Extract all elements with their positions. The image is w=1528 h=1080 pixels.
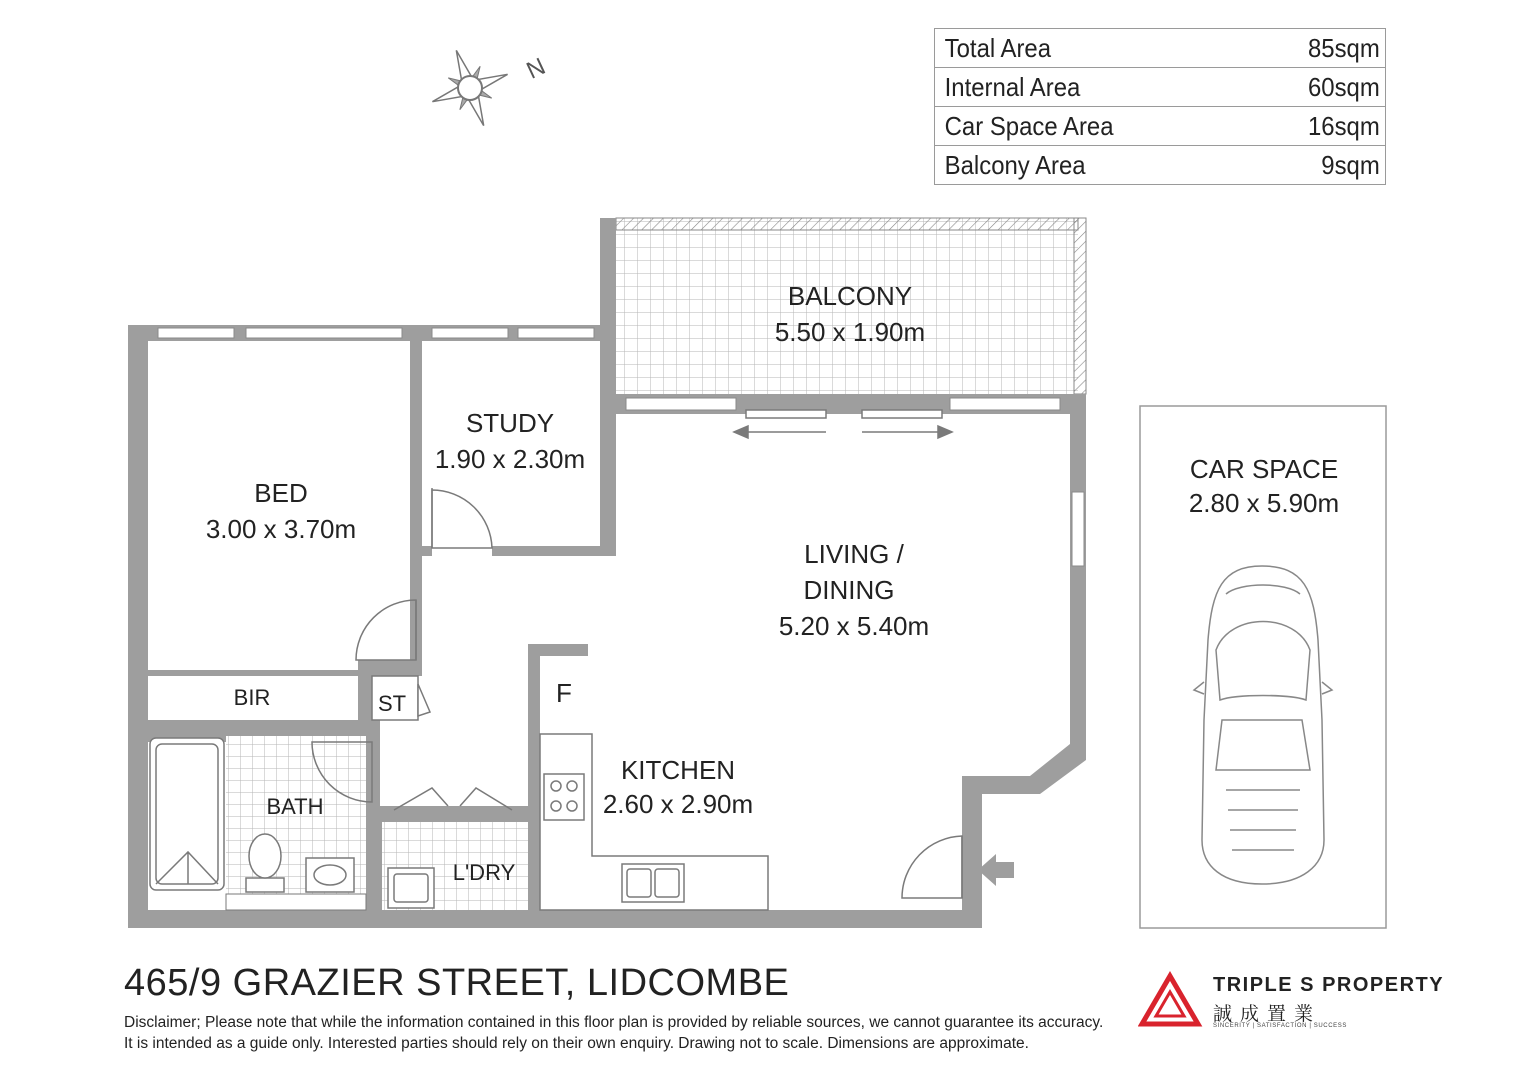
area-value: 60sqm bbox=[1252, 68, 1385, 107]
property-address: 465/9 GRAZIER STREET, LIDCOMBE bbox=[124, 962, 790, 1004]
kitchen-size: 2.60 x 2.90m bbox=[602, 789, 754, 819]
kitchen-name: KITCHEN bbox=[620, 755, 736, 785]
entry-arrow-icon bbox=[978, 854, 1014, 886]
living-name-2: DINING bbox=[803, 575, 895, 605]
sliding-door bbox=[734, 410, 952, 438]
area-table bbox=[934, 28, 1386, 185]
brand-name: TRIPLE S PROPERTY bbox=[1213, 974, 1445, 996]
area-value: 85sqm bbox=[1252, 29, 1385, 68]
area-row bbox=[935, 146, 1386, 185]
car-space-size: 2.80 x 5.90m bbox=[1188, 488, 1340, 518]
disclaimer bbox=[124, 1012, 1134, 1054]
balcony-name: BALCONY bbox=[787, 281, 913, 311]
study-name: STUDY bbox=[465, 408, 555, 438]
bed-name: BED bbox=[254, 478, 308, 508]
laundry-label: L'DRY bbox=[452, 860, 516, 885]
area-row bbox=[935, 68, 1386, 107]
area-label: Internal Area bbox=[935, 68, 1217, 107]
toilet-icon bbox=[246, 834, 284, 892]
balcony-balustrade bbox=[1074, 218, 1086, 394]
triangle-logo-icon bbox=[1142, 976, 1198, 1024]
fridge-label: F bbox=[556, 678, 572, 708]
brand-name-chinese: 誠成置業 bbox=[1213, 1003, 1322, 1025]
area-row bbox=[935, 107, 1386, 146]
living-size: 5.20 x 5.40m bbox=[778, 611, 930, 641]
bed-size: 3.00 x 3.70m bbox=[205, 514, 357, 544]
area-label: Balcony Area bbox=[944, 149, 1086, 180]
bir-label: BIR bbox=[233, 685, 271, 710]
laundry-tub-icon bbox=[388, 868, 434, 908]
area-value: 16sqm bbox=[1252, 107, 1385, 146]
disclaimer-line-1: Disclaimer; Please note that while the information contained in this floor plan is provided by reliable sources, we cannot guarantee its accuracy. bbox=[124, 1014, 1104, 1031]
st-label: ST bbox=[377, 691, 407, 716]
area-row bbox=[935, 29, 1386, 68]
area-label: Total Area bbox=[935, 29, 1217, 68]
cooktop-icon bbox=[544, 774, 584, 820]
living-name-1: LIVING / bbox=[804, 539, 904, 569]
bath-label: BATH bbox=[266, 794, 324, 819]
basin-icon bbox=[306, 858, 354, 892]
area-label: Car Space Area bbox=[935, 107, 1217, 146]
disclaimer-line-2: It is intended as a guide only. Interested parties should rely on their own enquiry. Drawing not to scale. Dimensions are approximate. bbox=[124, 1035, 1029, 1052]
bathtub-icon bbox=[150, 738, 224, 890]
area-value: 9sqm bbox=[1321, 149, 1380, 180]
compass-rose-icon bbox=[430, 48, 509, 127]
balcony-size: 5.50 x 1.90m bbox=[774, 317, 926, 347]
north-label: N bbox=[522, 52, 550, 85]
car-space-name: CAR SPACE bbox=[1189, 454, 1339, 484]
study-size: 1.90 x 2.30m bbox=[434, 444, 586, 474]
brand-tagline: SINCERITY | SATISFACTION | SUCCESS bbox=[1213, 1023, 1347, 1029]
sink-icon bbox=[622, 864, 684, 902]
